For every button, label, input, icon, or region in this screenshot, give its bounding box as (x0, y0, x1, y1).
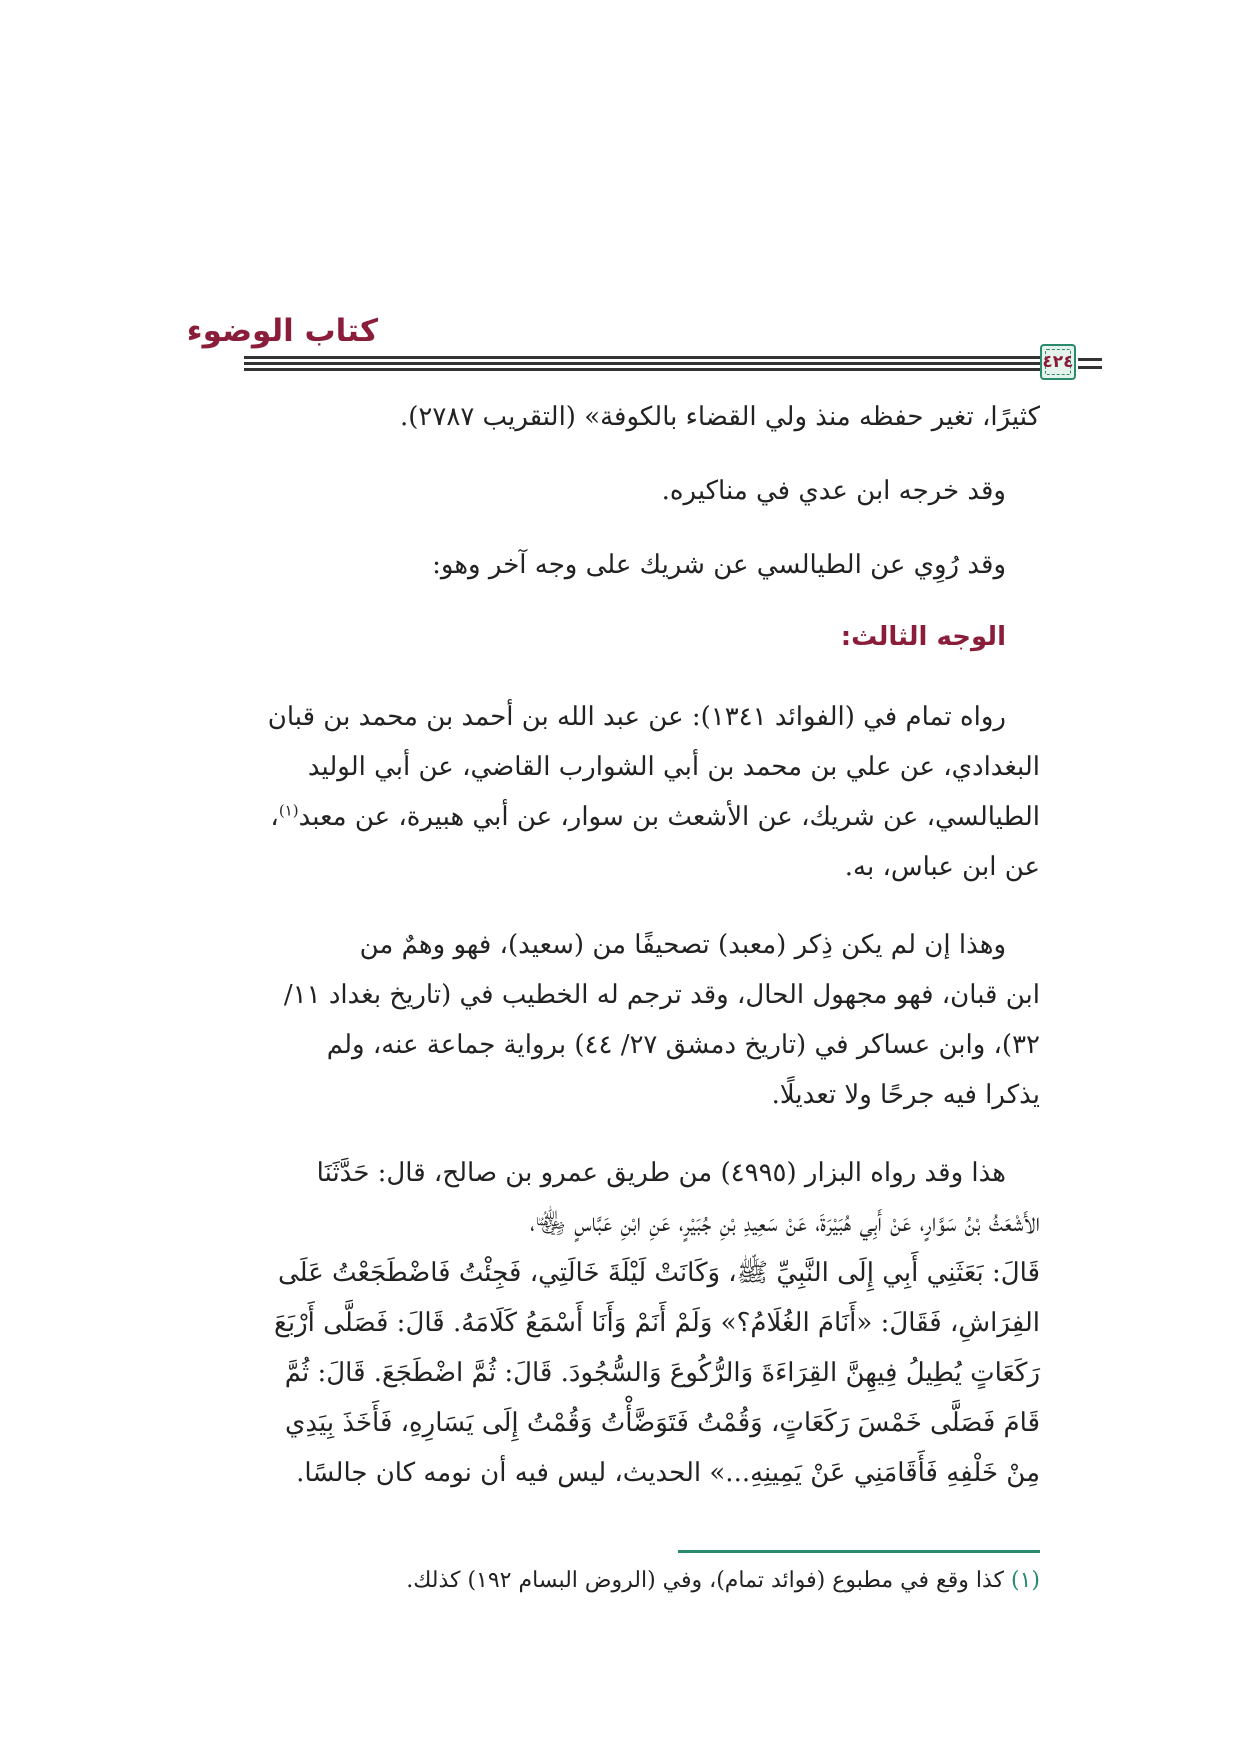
header-rule-tail (1078, 366, 1102, 369)
text-line (237, 792, 1040, 842)
text-line: عن ابن عباس، به. (844, 852, 1040, 882)
text-line: البغدادي، عن علي بن محمد بن أبي الشوارب القاضي، عن أبي الوليد (307, 752, 1040, 782)
page-number-badge (1040, 344, 1076, 380)
text-line: ٣٢)، وابن عساكر في (تاريخ دمشق ٢٧/ ٤٤) برواية جماعة عنه، ولم (326, 1030, 1040, 1060)
text-line: يذكرا فيه جرحًا ولا تعديلًا. (771, 1080, 1040, 1110)
chapter-title: كتاب الوضوء (186, 313, 378, 349)
text-line: قَالَ: بَعَثَنِي أَبِي إِلَى النَّبِيِّ ﷺ، وَكَانَتْ لَيْلَةَ خَالَتِي، فَجِئْتُ فَاضْطَجَعْتُ عَلَى (277, 1258, 1040, 1288)
text-line: وقد خرجه ابن عدي في مناكيره. (661, 476, 1006, 506)
text-line-tail: ، (270, 802, 279, 832)
header-rule (244, 362, 1040, 365)
footnote-divider (678, 1550, 1040, 1553)
text-line: مِنْ خَلْفِهِ فَأَقَامَنِي عَنْ يَمِينِهِ...» الحديث، ليس فيه أن نومه كان جالسًا. (296, 1458, 1040, 1488)
text-line: هذا وقد رواه البزار (٤٩٩٥) من طريق عمرو بن صالح، قال: حَدَّثَنَا (316, 1158, 1006, 1188)
footnote-marker: (١) (1010, 1568, 1040, 1593)
text-line: وقد رُوِي عن الطيالسي عن شريك على وجه آخر وهو: (432, 550, 1006, 580)
footnote (406, 1564, 1040, 1598)
footnote-ref[interactable]: (١) (278, 801, 299, 820)
text-line: كثيرًا، تغير حفظه منذ ولي القضاء بالكوفة» (التقريب ٢٧٨٧). (400, 402, 1040, 432)
section-heading: الوجه الثالث: (840, 622, 1006, 652)
text-line: وهذا إن لم يكن ذِكر (معبد) تصحيفًا من (سعيد)، فهو وهمٌ من (359, 930, 1006, 960)
text-line: رواه تمام في (الفوائد ١٣٤١): عن عبد الله بن أحمد بن محمد بن قبان (267, 702, 1006, 732)
footnote-text: كذا وقع في مطبوع (فوائد تمام)، وفي (الروض البسام ١٩٢) كذلك. (406, 1568, 1004, 1593)
text-line: ابن قبان، فهو مجهول الحال، وقد ترجم له الخطيب في (تاريخ بغداد ١١/ (283, 980, 1040, 1010)
text-line: رَكَعَاتٍ يُطِيلُ فِيهِنَّ القِرَاءَةَ وَالرُّكُوعَ وَالسُّجُودَ. قَالَ: ثُمَّ اضْطَجَعَ. قَالَ: ثُمَّ (284, 1358, 1040, 1388)
text-line: الفِرَاشِ، فَقَالَ: «أَنَامَ الغُلَامُ؟» وَلَمْ أَنَمْ وَأَنَا أَسْمَعُ كَلَامَهُ. قَالَ: فَصَلَّى أَرْبَعَ (274, 1308, 1040, 1338)
header-rule (244, 368, 1040, 371)
text-line-main: الطيالسي، عن شريك، عن الأشعث بن سوار، عن أبي هبيرة، عن معبد (298, 802, 1040, 832)
header-rule-tail (1078, 358, 1102, 361)
text-line: قَامَ فَصَلَّى خَمْسَ رَكَعَاتٍ، وَقُمْتُ فَتَوَضَّأْتُ وَقُمْتُ إِلَى يَسَارِهِ، فَأَخَذَ بِيَدِي (284, 1408, 1040, 1438)
header-rule (244, 356, 1040, 359)
text-line: الأَشْعَثُ بْنُ سَوَّارٍ، عَنْ أَبِي هُبَيْرَةَ، عَنْ سَعِيدِ بْنِ جُبَيْرٍ، عَنِ ابْنِ عَبَّاسٍ ﵄، (530, 1208, 1040, 1238)
page-number: ٤٢٤ (1042, 352, 1074, 372)
